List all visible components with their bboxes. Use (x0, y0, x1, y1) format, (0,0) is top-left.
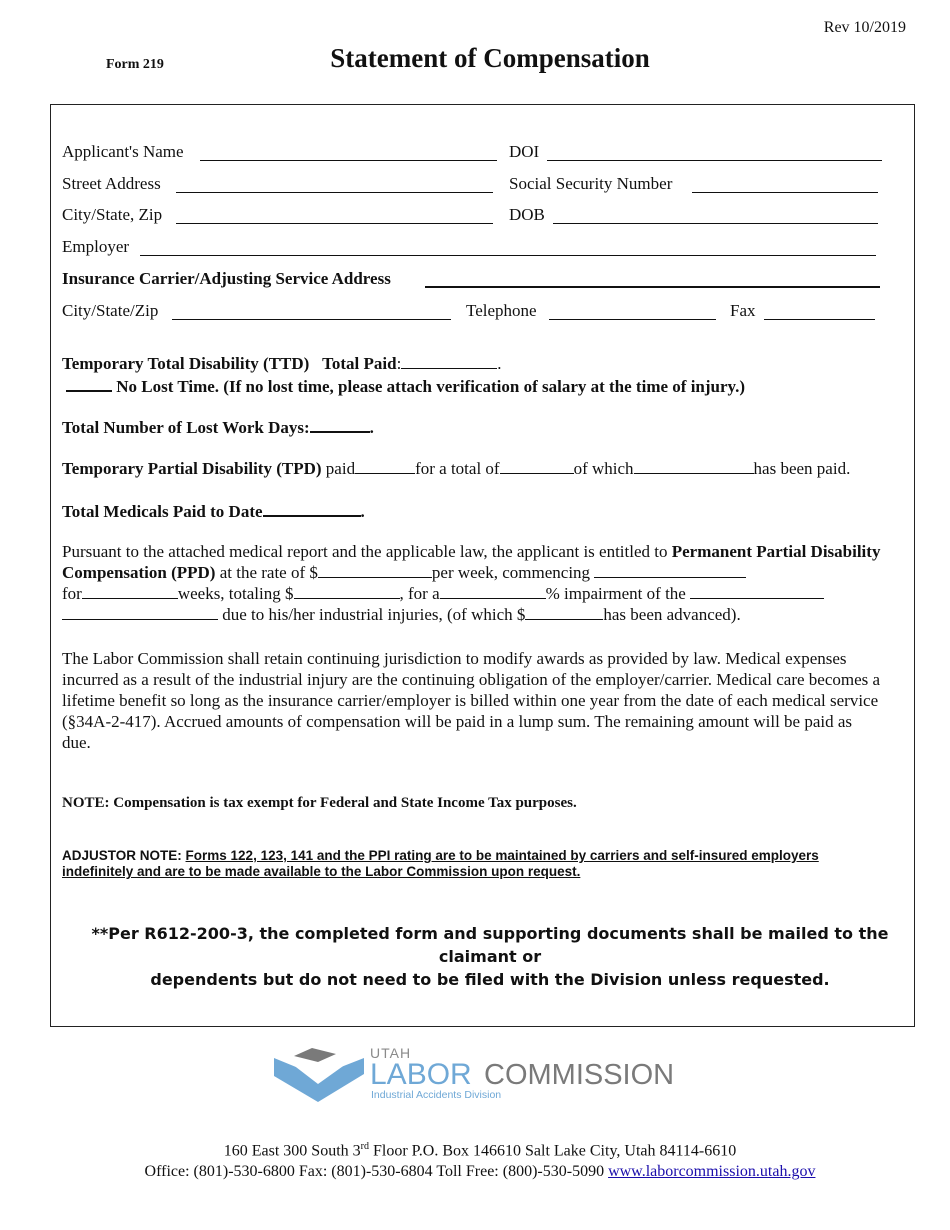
tpd-paid-field[interactable] (355, 459, 415, 474)
rule-line-2: dependents but do not need to be filed with the Division unless requested. (150, 970, 830, 989)
adjustor-label: ADJUSTOR NOTE: (62, 848, 182, 863)
ppd-rate-label: at the rate of $ (219, 563, 318, 582)
employer-field[interactable] (140, 255, 876, 256)
logo-labor: LABOR (370, 1058, 472, 1091)
city-state-zip2-field[interactable] (172, 319, 451, 320)
ttd-total-paid-field[interactable] (401, 354, 497, 369)
doi-field[interactable] (547, 160, 882, 161)
tpd-paid-label: paid (325, 459, 356, 478)
applicant-name-field[interactable] (200, 160, 497, 161)
lost-days-label: Total Number of Lost Work Days: (62, 418, 310, 437)
fax-field[interactable] (764, 319, 875, 320)
telephone-label: Telephone (466, 301, 537, 320)
ppd-advanced-label: has been advanced). (603, 605, 741, 624)
ttd-row: Temporary Total Disability (TTD) Total Paid: . (62, 354, 502, 373)
no-lost-time-label: No Lost Time. (If no lost time, please attach verification of salary at the time of injury.) (116, 377, 746, 396)
logo-utah: UTAH (370, 1045, 412, 1061)
medicals-label: Total Medicals Paid to Date (62, 502, 263, 521)
insurance-address-field[interactable] (425, 286, 880, 288)
ppd-impairment-label: % impairment of the (545, 584, 686, 603)
adjustor-text: Forms 122, 123, 141 and the PPI rating are to be maintained by carriers and self-insured employers indefinitely and are to be made available to the Labor Commission upon request. (62, 848, 819, 879)
ppd-for-a-label: , for a (399, 584, 440, 603)
page-title: Statement of Compensation (330, 43, 650, 73)
city-state-zip-label: City/State, Zip (62, 205, 163, 224)
medicals-field[interactable] (263, 501, 361, 517)
ppd-body-part-field[interactable] (690, 584, 824, 599)
tpd-label: Temporary Partial Disability (TPD) (62, 459, 322, 478)
ssn-field[interactable] (692, 192, 878, 193)
city-state-zip-field[interactable] (176, 223, 493, 224)
no-lost-time-checkbox[interactable] (66, 376, 112, 392)
lost-days-field[interactable] (310, 417, 370, 433)
website-link[interactable]: www.laborcommission.utah.gov (608, 1163, 816, 1181)
ppd-totaling-label: weeks, totaling $ (177, 584, 294, 603)
ppd-totaling-field[interactable] (294, 584, 400, 599)
logo-gray-shape (294, 1048, 336, 1062)
footer-phones: Office: (801)-530-6800 Fax: (801)-530-6804 Toll Free: (800)-530-5090 (144, 1163, 605, 1181)
ppd-impairment-field[interactable] (440, 584, 546, 599)
address-line-b: Floor P.O. Box 146610 Salt Lake City, Utah 84114-6610 (368, 1142, 737, 1160)
address-line-a: 160 East 300 South 3 (223, 1142, 361, 1160)
rule-line-1: **Per R612-200-3, the completed form and supporting documents shall be mailed to the claimant or (91, 924, 889, 966)
doi-label: DOI (509, 142, 540, 161)
ttd-colon: : (396, 354, 402, 373)
form-number: Form 219 (106, 57, 164, 72)
ppd-for-label: for (62, 584, 82, 603)
lost-days-row: Total Number of Lost Work Days: . (62, 418, 374, 437)
ssn-label: Social Security Number (509, 174, 673, 193)
tpd-total-field[interactable] (500, 459, 574, 474)
dob-field[interactable] (553, 223, 878, 224)
street-address-field[interactable] (176, 192, 493, 193)
ppd-paragraph (62, 541, 892, 625)
insurance-address-label: Insurance Carrier/Adjusting Service Address (62, 269, 391, 288)
logo-commission: COMMISSION (484, 1059, 675, 1091)
employer-label: Employer (62, 237, 130, 256)
ppd-weeks-field[interactable] (82, 584, 178, 599)
no-lost-time-row (66, 376, 745, 397)
rule-notice (55, 922, 925, 991)
tpd-of-which-label: of which (573, 459, 634, 478)
medicals-row: Total Medicals Paid to Date . (62, 502, 365, 521)
jurisdiction-paragraph: The Labor Commission shall retain continuing jurisdiction to modify awards as provided by law. Medical expenses incurred as a result of the industrial injury are the continuing obligation of the employer/carrier. Medical care becomes a lifetime benefit so long as the insurance carrier/employer is billed within one year from the date of each medical service (§34A-2-417). Accrued amounts of compensation will be paid in a lump sum. The remaining amount will be paid as due. (62, 649, 881, 752)
tax-note: NOTE: Compensation is tax exempt for Federal and State Income Tax purposes. (62, 795, 577, 811)
ppd-text: Pursuant to the attached medical report and the applicable law, the applicant is entitled to (62, 542, 668, 561)
tpd-row (62, 459, 850, 479)
labor-commission-logo (272, 1044, 692, 1110)
applicant-name-label: Applicant's Name (62, 142, 184, 161)
revision-date: Rev 10/2019 (823, 19, 906, 36)
dob-label: DOB (509, 205, 545, 224)
ppd-rate-field[interactable] (318, 563, 432, 578)
telephone-field[interactable] (549, 319, 716, 320)
street-address-label: Street Address (62, 174, 161, 193)
ppd-body-part-field-2[interactable] (62, 605, 218, 620)
ppd-advanced-field[interactable] (525, 605, 603, 620)
logo-division: Industrial Accidents Division (371, 1089, 502, 1101)
ppd-bold-label: Permanent Partial Disability Compensation (PPD) (62, 542, 881, 582)
city-state-zip2-label: City/State/Zip (62, 301, 159, 320)
ttd-label: Temporary Total Disability (TTD) (62, 354, 310, 373)
ppd-commencing-field[interactable] (594, 563, 746, 578)
fax-label: Fax (730, 301, 756, 320)
footer-address (0, 1136, 950, 1182)
tpd-has-been-paid-label: has been paid. (753, 459, 851, 478)
ppd-commencing-label: per week, commencing (431, 563, 591, 582)
adjustor-note (62, 848, 862, 880)
ttd-total-paid-label: Total Paid (322, 354, 397, 373)
tpd-for-total-label: for a total of (415, 459, 500, 478)
tpd-of-which-field[interactable] (634, 459, 754, 474)
address-sup: rd (360, 1141, 369, 1152)
ppd-injuries-label: due to his/her industrial injuries, (of which $ (222, 605, 526, 624)
